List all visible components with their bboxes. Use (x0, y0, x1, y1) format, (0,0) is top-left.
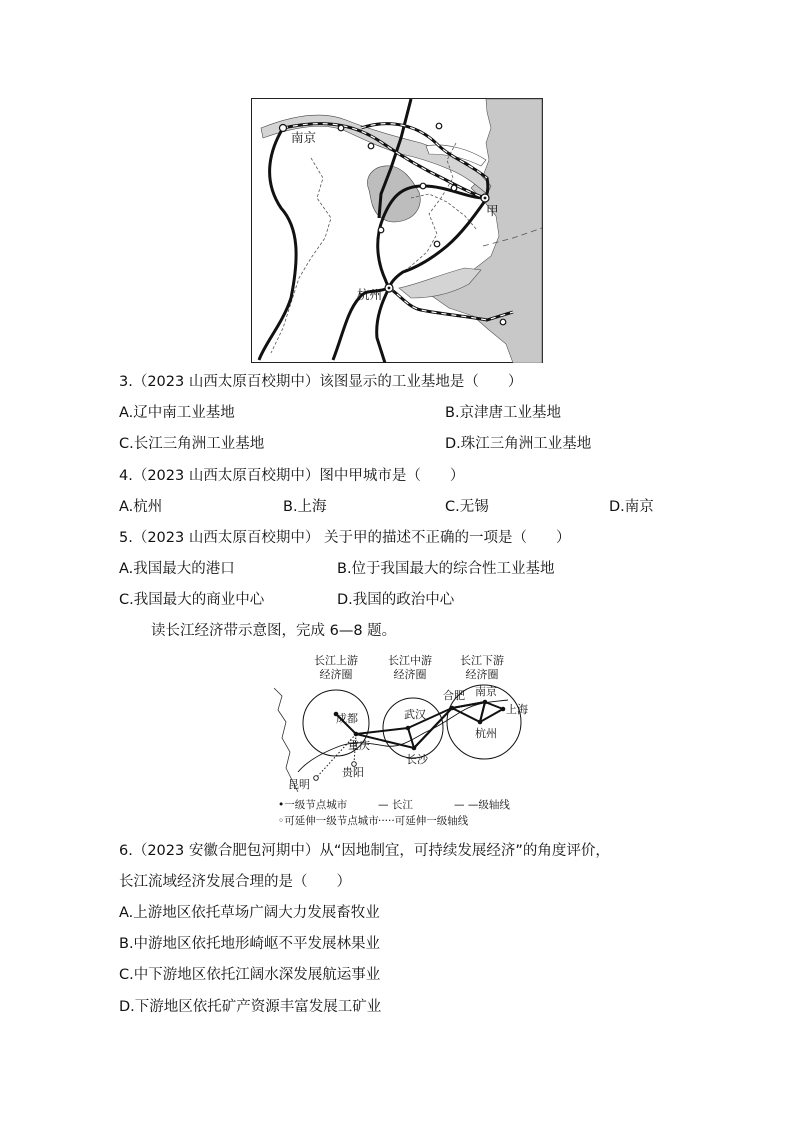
city-label-changsha: 长沙 (406, 753, 428, 766)
city-dot (500, 319, 506, 325)
q4-option-c[interactable]: C.无锡 (445, 499, 489, 515)
q3-option-a[interactable]: A.辽中南工业基地 (119, 405, 235, 421)
economic-belt-figure (268, 652, 536, 830)
node-city-dot (412, 746, 417, 751)
node-city-dot (478, 720, 483, 725)
q5-option-a[interactable]: A.我国最大的港口 (119, 561, 235, 577)
coastline (274, 688, 298, 792)
city-dot (368, 143, 374, 149)
city-dot (434, 241, 440, 247)
q5-option-b[interactable]: B.位于我国最大的综合性工业基地 (337, 561, 555, 577)
city-label-chengdu: 成都 (336, 712, 358, 725)
node-city-dot (354, 732, 359, 737)
q3-option-b[interactable]: B.京津唐工业基地 (445, 405, 562, 421)
q6-option-b[interactable]: B.中游地区依托地形崎岖不平发展林果业 (119, 936, 381, 952)
legend-node-city: •一级节点城市 (278, 799, 348, 811)
zone-upper-line2: 经济圈 (319, 668, 353, 681)
city-dot (378, 227, 384, 233)
city-dot (436, 123, 442, 129)
city-dot (338, 125, 344, 131)
city-label-shanghai: 上海 (506, 703, 528, 716)
node-city-dot (450, 706, 455, 711)
q6-option-c[interactable]: C.中下游地区依托江阔水深发展航运事业 (119, 967, 381, 983)
node-city-dot (483, 700, 488, 705)
city-label-hangzhou: 杭州 (475, 727, 497, 740)
q6-stem-line2: 长江流域经济发展合理的是（ ） (119, 874, 351, 890)
zone-middle-line1: 长江中游 (388, 654, 432, 667)
node-city-dot (501, 707, 506, 712)
city-label-chongqing: 重庆 (348, 739, 370, 752)
q6-stem-line1: 6.（2023 安徽合肥包河期中）从“因地制宜，可持续发展经济”的角度评价， (119, 843, 610, 859)
city-dot (280, 125, 287, 132)
q6-option-d[interactable]: D.下游地区依托矿产资源丰富发展工矿业 (119, 999, 382, 1015)
q6-option-a[interactable]: A.上游地区依托草场广阔大力发展畜牧业 (119, 905, 380, 921)
city-dot (451, 185, 457, 191)
zone-middle-line2: 经济圈 (393, 668, 427, 681)
city-label-wuhan: 武汉 (404, 708, 426, 721)
zone-lower-line2: 经济圈 (465, 668, 499, 681)
city-dot (420, 183, 426, 189)
q3-option-d[interactable]: D.珠江三角洲工业基地 (445, 436, 592, 452)
legend-extensible-city: ◦可延伸一级节点城市 (278, 815, 379, 827)
legend-extensible-axis: ·····可延伸一级轴线 (378, 815, 469, 827)
q5-option-c[interactable]: C.我国最大的商业中心 (119, 592, 265, 608)
q4-option-b[interactable]: B.上海 (283, 499, 327, 515)
q5-stem: 5.（2023 山西太原百校期中） 关于甲的描述不正确的一项是（ ） (119, 530, 571, 546)
map-label-jia: 甲 (486, 203, 499, 218)
section-intro: 读长江经济带示意图，完成 6—8 题。 (151, 623, 397, 639)
zone-lower-line1: 长江下游 (460, 654, 504, 667)
city-label-kunming: 昆明 (288, 778, 310, 791)
extensible-city-dot (314, 776, 319, 781)
delta-map-figure (251, 98, 543, 363)
node-city-dot (406, 726, 411, 731)
legend-axis: — —级轴线 (454, 799, 510, 811)
q4-option-d[interactable]: D.南京 (609, 499, 654, 515)
q5-option-d[interactable]: D.我国的政治中心 (337, 592, 455, 608)
q3-stem: 3.（2023 山西太原百校期中）该图显示的工业基地是（ ） (119, 374, 523, 390)
q4-stem: 4.（2023 山西太原百校期中）图中甲城市是（ ） (119, 468, 465, 484)
city-label-nanjing: 南京 (475, 685, 497, 698)
q4-option-a[interactable]: A.杭州 (119, 499, 163, 515)
legend-river: — 长江 (378, 799, 413, 811)
city-label-hefei: 合肥 (443, 689, 465, 702)
q3-option-c[interactable]: C.长江三角洲工业基地 (119, 436, 265, 452)
map-label-hangzhou: 杭州 (357, 287, 383, 302)
zone-upper-line1: 长江上游 (314, 654, 358, 667)
city-label-guiyang: 贵阳 (342, 766, 364, 779)
map-label-nanjing: 南京 (291, 130, 317, 145)
